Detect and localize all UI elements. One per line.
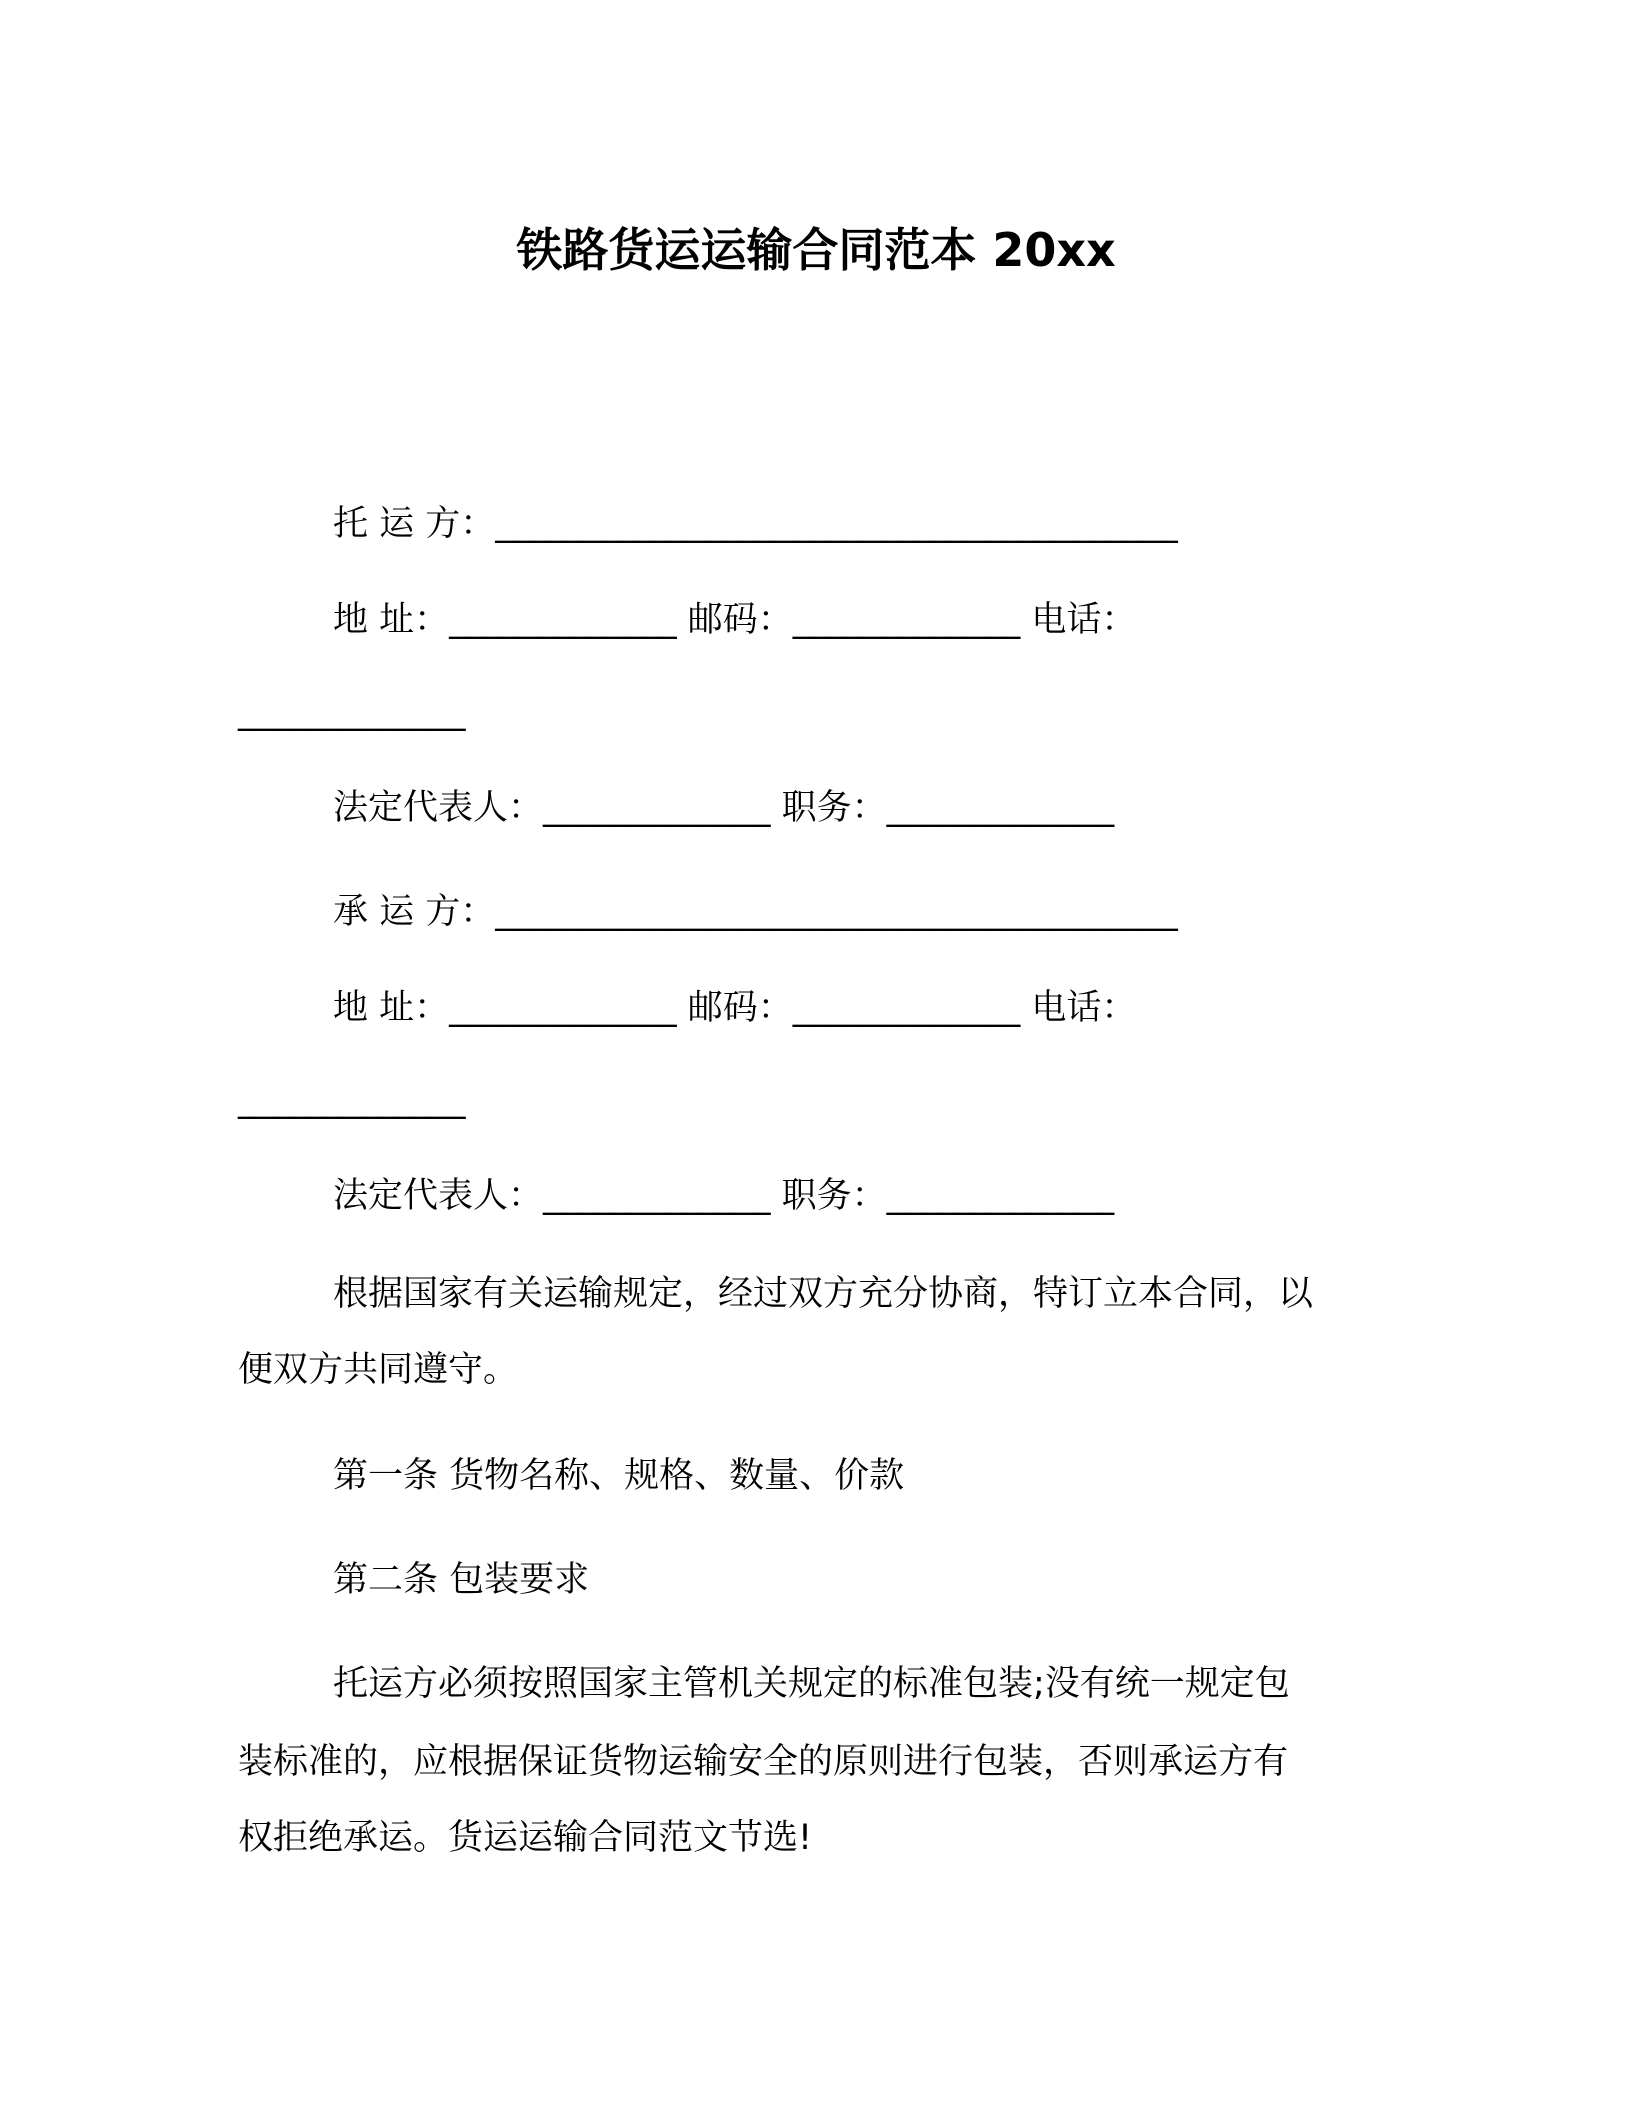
shipper-party-line: 托 运 方：_______________________________________ — [333, 504, 1178, 544]
preamble-line-2: 便双方共同遵守。 — [238, 1350, 519, 1390]
packaging-line-3: 权拒绝承运。货运运输合同范文节选! — [238, 1818, 813, 1858]
carrier-phone-blank: _____________ — [238, 1080, 466, 1120]
shipper-phone-blank: _____________ — [238, 692, 466, 732]
shipper-address-line: 地 址：_____________ 邮码：_____________ 电话： — [333, 600, 1137, 640]
document-title: 铁路货运运输合同范本 20xx — [516, 223, 1116, 277]
shipper-representative-line: 法定代表人：_____________ 职务：_____________ — [333, 788, 1115, 828]
carrier-party-line: 承 运 方：_______________________________________ — [333, 892, 1178, 932]
article-1-heading: 第一条 货物名称、规格、数量、价款 — [333, 1456, 905, 1496]
carrier-representative-line: 法定代表人：_____________ 职务：_____________ — [333, 1176, 1115, 1216]
packaging-line-1: 托运方必须按照国家主管机关规定的标准包装;没有统一规定包 — [333, 1664, 1290, 1704]
preamble-line-1: 根据国家有关运输规定，经过双方充分协商，特订立本合同，以 — [333, 1274, 1314, 1314]
carrier-address-line: 地 址：_____________ 邮码：_____________ 电话： — [333, 988, 1137, 1028]
packaging-line-2: 装标准的，应根据保证货物运输安全的原则进行包装，否则承运方有 — [238, 1742, 1289, 1782]
article-2-heading: 第二条 包装要求 — [333, 1560, 590, 1600]
